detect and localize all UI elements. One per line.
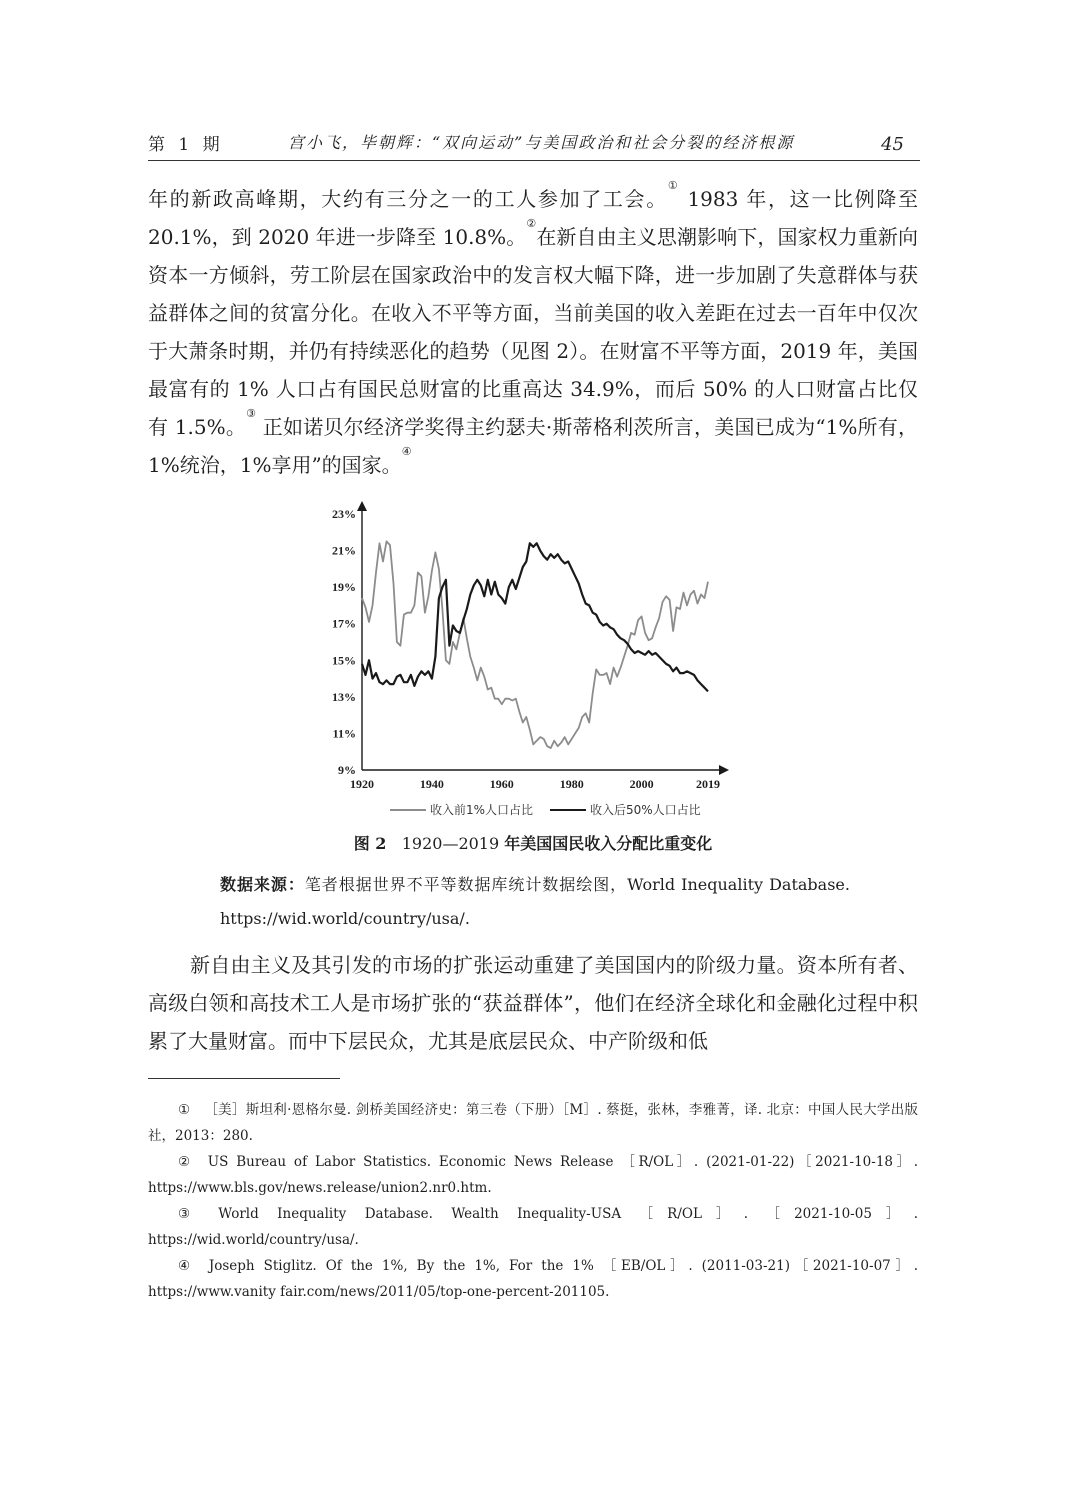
body-paragraph-1 [148, 180, 918, 484]
legend-label: 收入后50%人口占比 [590, 803, 701, 817]
x-tick-label: 1980 [559, 777, 584, 791]
x-tick-label: 2019 [696, 777, 720, 791]
footnote-ref-3[interactable]: ③ [246, 407, 257, 420]
chart-series [362, 541, 708, 748]
line-chart [318, 500, 748, 830]
y-tick-label: 17% [332, 616, 356, 631]
footnote-mark: ④ [178, 1258, 195, 1274]
issue-number: 第 1 期 [148, 135, 224, 155]
figure-caption [148, 832, 918, 856]
footnote-text: US Bureau of Labor Statistics. Economic News Release ［R/OL］. (2021-01-22)［2021-10-18］. https://www.bls.gov/news.release/union2.nr0.htm. [148, 1154, 918, 1196]
caption-years: 1920—2019 [401, 834, 500, 853]
figure-2-chart [318, 500, 748, 830]
footnote-ref-1[interactable]: ① [667, 179, 680, 192]
y-tick-label: 13% [332, 689, 356, 704]
y-tick-label: 19% [332, 580, 356, 595]
chart-legend [390, 802, 701, 817]
running-header [148, 124, 920, 161]
footnote-mark: ① [178, 1102, 191, 1118]
footnote-text: Joseph Stiglitz. Of the 1%, By the 1%, For the 1% ［EB/OL］. (2011-03-21)［2021-10-07］. https://www.vanity fair.com/news/2011/05/top-one-percent-201105. [148, 1258, 918, 1300]
x-tick-label: 1920 [350, 777, 374, 791]
text-segment: 正如诺贝尔经济学奖得主约瑟夫·斯蒂格利茨所言，美国已成为“1%所有，1%统治，1%享用”的国家。 [148, 415, 919, 477]
series-line-bottom50 [362, 543, 708, 691]
caption-label: 图 2 [353, 834, 387, 853]
running-title: 宫小飞，毕朝辉：“双向运动”与美国政治和社会分裂的经济根源 [288, 133, 795, 152]
y-tick-label: 9% [338, 763, 356, 777]
series-line-top1 [362, 541, 708, 748]
footnote-4 [148, 1253, 918, 1305]
footnotes [148, 1097, 918, 1305]
x-tick-label: 1960 [489, 777, 514, 791]
y-tick-label: 11% [332, 726, 356, 741]
footnote-2 [148, 1149, 918, 1201]
x-tick-label: 1940 [419, 777, 444, 791]
page-number: 45 [881, 134, 904, 155]
footnote-1 [148, 1097, 918, 1149]
legend-label: 收入前1%人口占比 [430, 803, 534, 817]
text-segment: 年的新政高峰期，大约有三分之一的工人参加了工会。 [148, 187, 668, 211]
chart-axes [362, 506, 724, 770]
y-tick-label: 23% [332, 507, 356, 521]
body-paragraph-2: 新自由主义及其引发的市场的扩张运动重建了美国国内的阶级力量。资本所有者、高级白领和高技术工人是市场扩张的“获益群体”，他们在经济全球化和金融化过程中积累了大量财富。而中下层民众，尤其是底层民众、中产阶级和低 [148, 953, 918, 1053]
footnote-ref-2[interactable]: ② [526, 217, 537, 230]
figure-source [220, 868, 850, 936]
footnote-text: ［美］斯坦利·恩格尔曼. 剑桥美国经济史：第三卷（下册）［M］. 蔡挺，张林，李雅菁，译. 北京：中国人民大学出版社，2013：280. [148, 1102, 918, 1144]
footnote-divider [148, 1078, 340, 1079]
footnote-mark: ② [178, 1154, 194, 1170]
y-tick-label: 15% [332, 653, 356, 668]
text-segment: 1983 年，这一比例降至 20.1%，到 2020 年进一步降至 10.8%。 [148, 187, 918, 249]
text-segment: 在新自由主义思潮影响下，国家权力重新向资本一方倾斜，劳工阶层在国家政治中的发言权大幅下降，进一步加剧了失意群体与获益群体之间的贫富分化。在收入不平等方面，当前美国的收入差距在过去一百年中仅次于大萧条时期，并仍有持续恶化的趋势（见图 2）。在财富不平等方面，2019 年，美国最富有的 1% 人口占有国民总财富的比重高达 34.9%，而后 50% 的人口财富占比仅有 1.5%。 [148, 225, 919, 439]
y-tick-label: 21% [332, 543, 356, 558]
footnote-3 [148, 1201, 918, 1253]
footnote-ref-4[interactable]: ④ [401, 445, 412, 458]
source-label: 数据来源： [220, 875, 305, 894]
source-text: 笔者根据世界不平等数据库统计数据绘图，World Inequality Database. https://wid.world/country/usa/. [220, 875, 850, 928]
footnote-mark: ③ [178, 1206, 205, 1222]
caption-text: 年美国国民收入分配比重变化 [504, 834, 713, 853]
footnote-text: World Inequality Database. Wealth Inequality-USA ［R/OL］. ［2021-10-05］. https://wid.world/country/usa/. [148, 1206, 918, 1248]
x-tick-label: 2000 [629, 777, 654, 791]
